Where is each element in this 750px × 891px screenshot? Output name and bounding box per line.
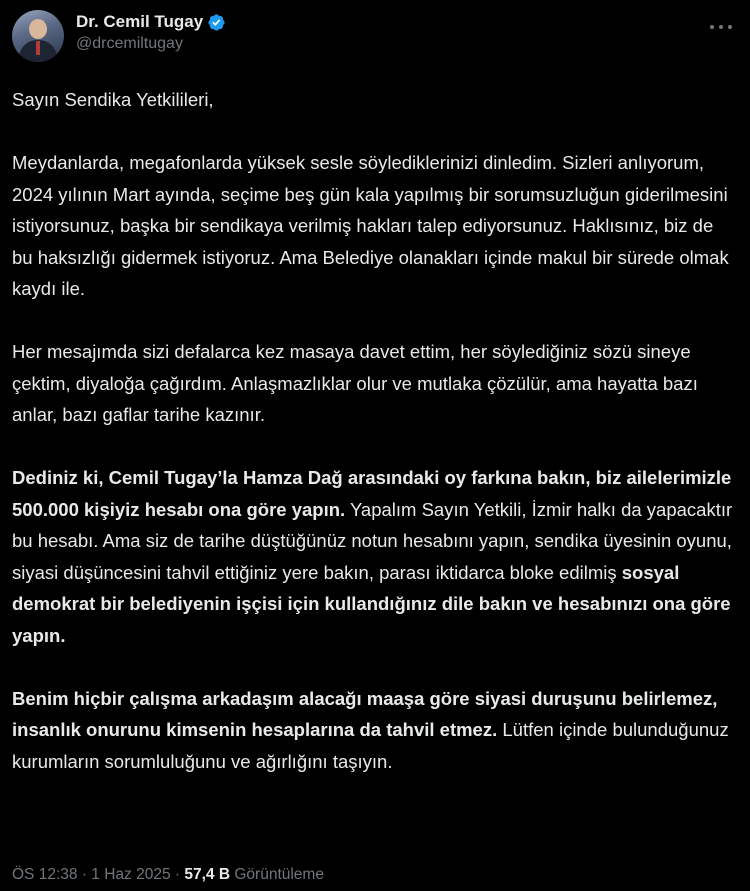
bold-text-segment: Benim hiçbir çalışma arkadaşım alacağı maaşa göre siyasi duruşunu belirlemez, insanlık onurunu kimsenin hesaplarına da tahvil etmez. bbox=[12, 687, 718, 740]
tweet-date[interactable]: 1 Haz 2025 bbox=[91, 866, 171, 883]
author-info bbox=[76, 12, 226, 53]
views-label: Görüntüleme bbox=[234, 866, 324, 883]
bold-text-segment: Dediniz ki, Cemil Tugay’la Hamza Dağ arasındaki oy farkına bakın, biz ailelerimizle 500.000 kişiyiz hesabı ona göre yapın. bbox=[12, 467, 732, 520]
tweet-meta bbox=[12, 866, 324, 884]
author-display-name[interactable]: Dr. Cemil Tugay bbox=[76, 12, 204, 31]
text-segment: Yapalım Sayın Yetkili, İzmir halkı da yapacaktır bu hesabı. Ama siz de tarihe düştüğünüz notun hesabını yapın, sendika üyesinin oyunu, siyasi düşüncesini tahvil ettiğiniz yere bakın, parası iktidarca bloke edilmiş bbox=[12, 498, 733, 583]
more-options-icon[interactable] bbox=[710, 16, 732, 38]
tweet-paragraph-5 bbox=[12, 683, 738, 778]
avatar[interactable] bbox=[12, 10, 64, 62]
tweet-header bbox=[12, 10, 738, 66]
tweet-text bbox=[12, 84, 738, 809]
tweet-time[interactable]: ÖS 12:38 bbox=[12, 866, 78, 883]
bold-text-segment: sosyal demokrat bir belediyenin işçisi için kullandığınız dile bakın ve hesabınızı ona göre yapın. bbox=[12, 561, 731, 646]
author-handle[interactable]: @drcemiltugay bbox=[76, 35, 183, 52]
text-segment: Lütfen içinde bulunduğunuz kurumların sorumluluğunu ve ağırlığını taşıyın. bbox=[12, 719, 729, 772]
meta-separator: · bbox=[174, 866, 181, 883]
tweet-paragraph-1: Sayın Sendika Yetkilileri, bbox=[12, 89, 214, 110]
verified-badge-icon bbox=[207, 13, 226, 32]
name-row bbox=[76, 12, 226, 32]
tweet-paragraph-3: Her mesajımda sizi defalarca kez masaya davet ettim, her söylediğiniz sözü sineye çektim, diyaloğa çağırdım. Anlaşmazlıklar olur ve mutlaka çözülür, ama hayatta bazı anlar, bazı gaflar tarihe kazınır. bbox=[12, 341, 698, 425]
tweet-paragraph-4 bbox=[12, 462, 738, 651]
tweet-paragraph-2: Meydanlarda, megafonlarda yüksek sesle söylediklerinizi dinledim. Sizleri anlıyorum, 2024 yılının Mart ayında, seçime beş gün kala yapılmış bir sorumsuzluğun giderilmesini istiyorsunuz, başka bir sendikaya verilmiş hakları talep ediyorsunuz. Haklısınız, biz de bu haksızlığı gidermek istiyoruz. Ama Belediye olanakları içinde makul bir sürede olmak kaydı ile. bbox=[12, 152, 729, 299]
meta-separator: · bbox=[81, 866, 87, 883]
views-count[interactable]: 57,4 B bbox=[184, 866, 231, 883]
